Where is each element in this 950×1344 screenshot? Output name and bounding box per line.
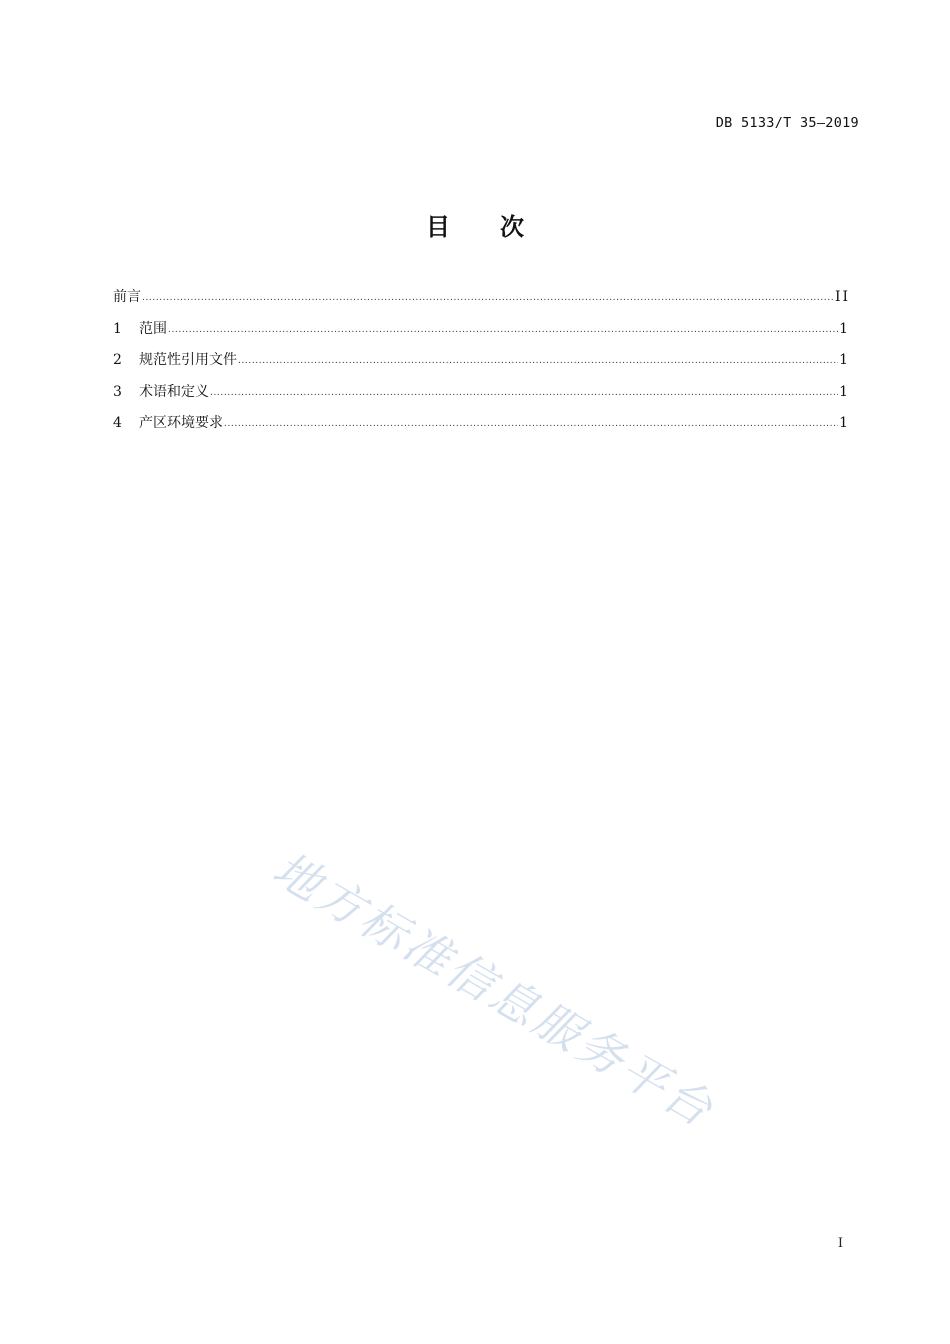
toc-entry-terms-definitions[interactable] [113,382,850,414]
toc-entry-foreword[interactable] [113,287,850,319]
toc-entry-label: 规范性引用文件 [139,352,237,368]
toc-entry-normative-references[interactable] [113,350,850,382]
toc-entry-scope[interactable] [113,319,850,351]
toc-entry-label: 前言 [113,289,141,305]
document-code: DB 5133/T 35—2019 [715,115,859,131]
toc-entry-page: 1 [839,383,850,400]
toc-title [0,207,950,242]
toc-entry-number: 1 [113,320,122,337]
toc-entry-page: 1 [839,352,850,368]
toc-entry-page: 1 [839,415,850,431]
toc-title-char-1: 目 [426,213,450,241]
toc-dot-leader [168,320,838,340]
toc-entry-label: 产区环境要求 [139,415,223,431]
toc-list [113,287,850,445]
toc-entry-production-area[interactable] [113,413,850,445]
toc-dot-leader [224,414,838,434]
toc-entry-number: 4 [113,415,122,431]
toc-title-char-2: 次 [500,213,524,241]
toc-entry-page: II [834,289,850,305]
toc-entry-label: 术语和定义 [139,383,209,400]
page-number: I [837,1236,843,1251]
watermark: 地方标准信息服务平台 [264,841,725,1139]
toc-dot-leader [238,351,838,371]
toc-entry-number: 2 [113,352,122,368]
toc-dot-leader [142,288,834,308]
toc-entry-label: 范围 [139,320,167,337]
toc-entry-page: 1 [839,320,850,337]
toc-entry-number: 3 [113,383,122,400]
toc-dot-leader [210,383,838,403]
